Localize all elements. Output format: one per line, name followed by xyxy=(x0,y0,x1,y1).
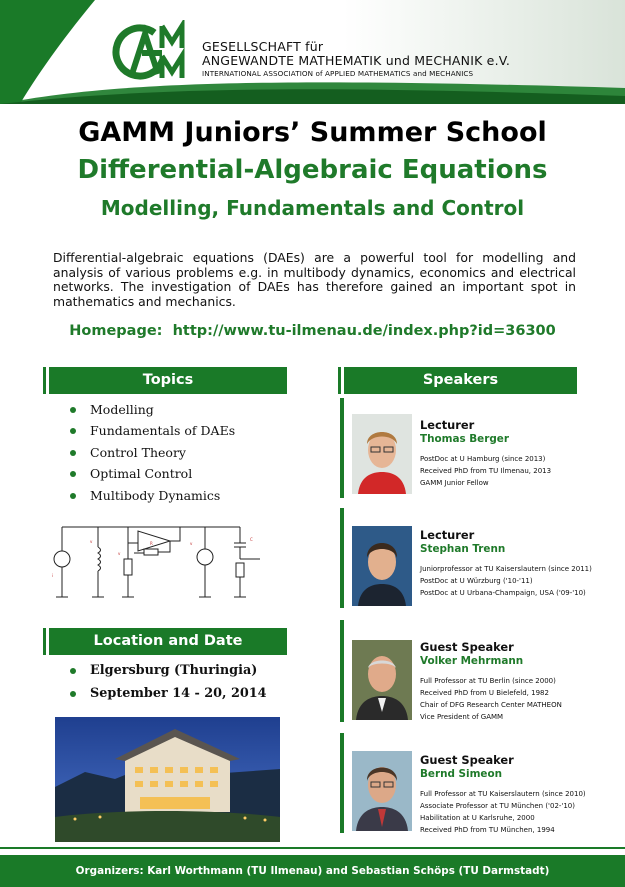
topics-list xyxy=(70,399,235,506)
homepage-label: Homepage: xyxy=(69,323,163,339)
svg-text:v: v xyxy=(90,539,93,544)
speaker-name: Volker Mehrmann xyxy=(420,655,524,667)
speaker-role: Lecturer xyxy=(420,418,475,432)
title-block xyxy=(0,114,625,228)
svg-text:i: i xyxy=(52,573,54,578)
homepage-link[interactable]: http://www.tu-ilmenau.de/index.php?id=36300 xyxy=(172,323,556,339)
speakers-heading: Speakers xyxy=(344,367,577,394)
svg-text:v: v xyxy=(190,541,193,546)
speaker-details: Juniorprofessor at TU Kaiserslautern (since 2011) PostDoc at U Würzburg ('10-'11) PostDoc at U Urbana-Champaign, USA ('09-'10) xyxy=(420,565,592,597)
homepage-line xyxy=(0,323,625,339)
bullet-icon xyxy=(70,407,76,413)
card-accent-line xyxy=(340,733,344,833)
list-item: Modelling xyxy=(70,399,235,420)
list-item: September 14 - 20, 2014 xyxy=(70,682,267,705)
card-accent-line xyxy=(340,398,344,498)
bullet-icon xyxy=(70,428,76,434)
hotel-photo xyxy=(55,717,280,842)
speaker-name: Stephan Trenn xyxy=(420,543,506,555)
speaker-photo xyxy=(352,751,412,831)
speaker-info xyxy=(420,640,580,723)
list-item: Elgersburg (Thuringia) xyxy=(70,659,267,682)
gamm-logo xyxy=(112,20,198,84)
speaker-details: PostDoc at U Hamburg (since 2013) Received PhD from TU Ilmenau, 2013 GAMM Junior Fellow xyxy=(420,455,552,487)
speaker-info xyxy=(420,418,580,489)
svg-text:C: C xyxy=(250,537,253,542)
bullet-icon xyxy=(70,471,76,477)
bullet-icon xyxy=(70,691,76,697)
location-list xyxy=(70,659,267,705)
location-heading: Location and Date xyxy=(49,628,287,655)
topics-heading: Topics xyxy=(49,367,287,394)
card-accent-line xyxy=(340,508,344,608)
speaker-name: Thomas Berger xyxy=(420,433,509,445)
organizers-footer: Organizers: Karl Worthmann (TU Ilmenau) and Sebastian Schöps (TU Darmstadt) xyxy=(0,855,625,887)
card-accent-line xyxy=(340,620,344,722)
speaker-photo xyxy=(352,640,412,720)
speaker-info xyxy=(420,753,586,836)
intro-paragraph: Differential-algebraic equations (DAEs) are a powerful tool for modelling and analysis of various problems e.g. in multibody dynamics, economics and electrical networks. The investigation of DAEs has therefore gained an important spot in mathematics and mechanics. xyxy=(53,250,576,309)
speaker-role: Guest Speaker xyxy=(420,640,514,654)
svg-text:v: v xyxy=(118,551,121,556)
footer-divider xyxy=(0,847,625,849)
list-item: Control Theory xyxy=(70,442,235,463)
circuit-diagram xyxy=(50,515,290,605)
speaker-info xyxy=(420,528,592,599)
svg-text:R: R xyxy=(150,541,153,546)
org-line-3: INTERNATIONAL ASSOCIATION of APPLIED MATHEMATICS and MECHANICS xyxy=(202,69,474,78)
speaker-photo xyxy=(352,526,412,606)
bullet-icon xyxy=(70,450,76,456)
list-item: Multibody Dynamics xyxy=(70,485,235,506)
speaker-name: Bernd Simeon xyxy=(420,768,502,780)
bullet-icon xyxy=(70,668,76,674)
speaker-photo xyxy=(352,414,412,494)
org-line-2: ANGEWANDTE MATHEMATIK und MECHANIK e.V. xyxy=(202,53,511,68)
speaker-role: Lecturer xyxy=(420,528,475,542)
speaker-role: Guest Speaker xyxy=(420,753,514,767)
speaker-details: Full Professor at TU Kaiserslautern (since 2010) Associate Professor at TU München ('02-'10) Habilitation at U Karlsruhe, 2000 Received PhD from TU München, 1994 xyxy=(420,790,586,834)
list-item: Optimal Control xyxy=(70,463,235,484)
list-item: Fundamentals of DAEs xyxy=(70,420,235,441)
org-line-1: GESELLSCHAFT für xyxy=(202,39,324,54)
subject-subtitle: Modelling, Fundamentals and Control xyxy=(100,196,525,220)
school-title: GAMM Juniors’ Summer School xyxy=(78,117,547,148)
organization-name xyxy=(202,40,510,79)
speaker-details: Full Professor at TU Berlin (since 2000) Received PhD from U Bielefeld, 1982 Chair of DFG Research Center MATHEON Vice President of GAMM xyxy=(420,677,562,721)
subject-title: Differential-Algebraic Equations xyxy=(77,155,548,185)
bullet-icon xyxy=(70,493,76,499)
header-band xyxy=(0,0,625,104)
